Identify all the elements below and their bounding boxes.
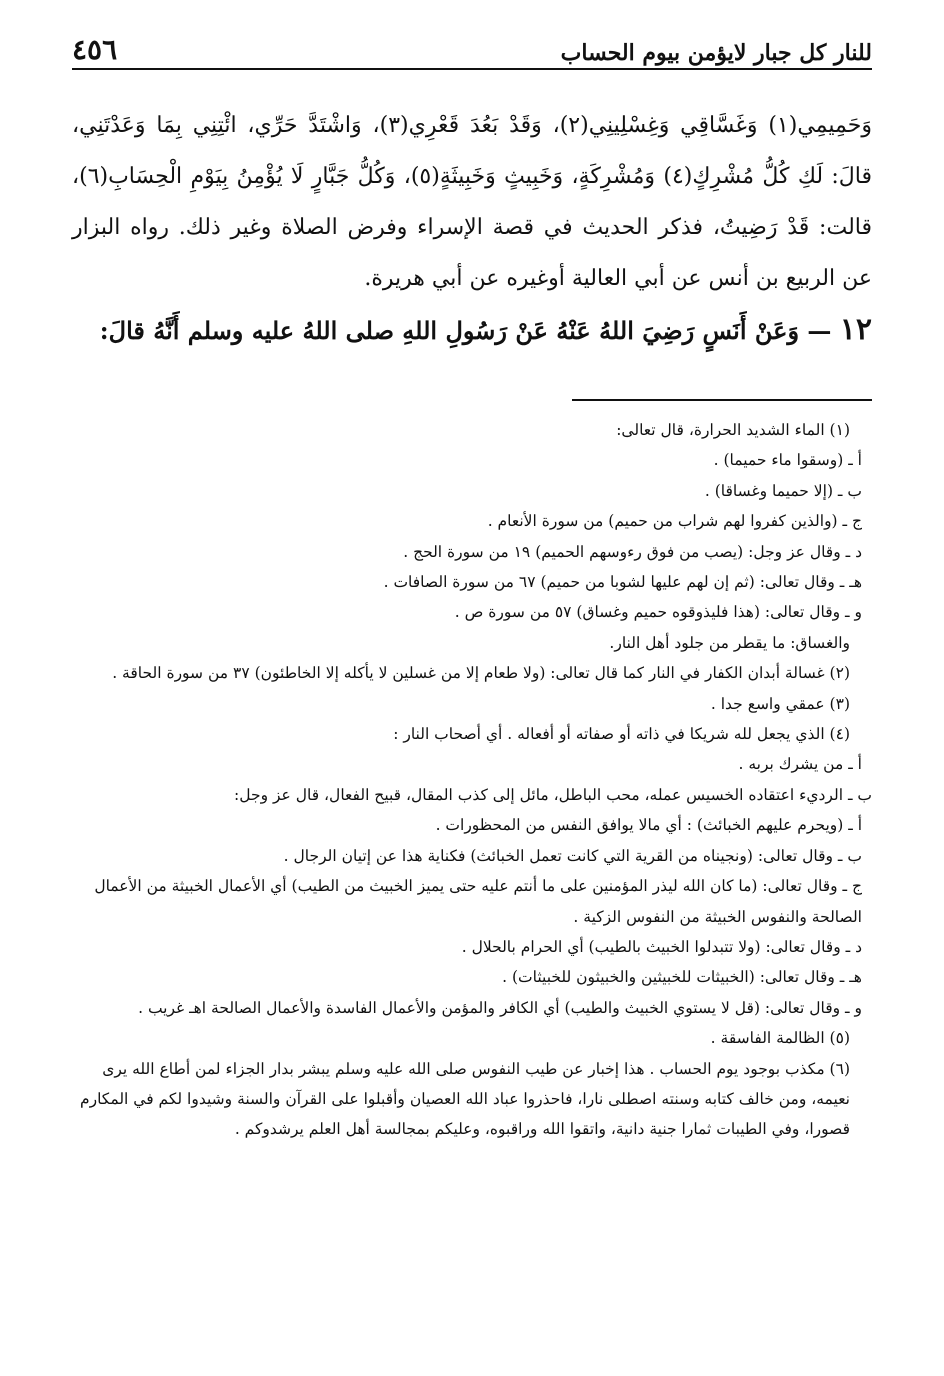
footnote-line: أ ـ من يشرك بربه . bbox=[738, 755, 862, 774]
hadith-heading: ١٢ — وَعَنْ أَنَسٍ رَضِيَ اللهُ عَنْهُ عَنْ رَسُولِ اللهِ صلى اللهُ عليه وسلم أَنَّهُ قالَ: bbox=[99, 312, 872, 347]
page-header bbox=[72, 18, 872, 66]
footnote-line: ج ـ (والذين كفروا لهم شراب من حميم) من سورة الأنعام . bbox=[487, 512, 862, 531]
footnote-line: و ـ وقال تعالى: (قل لا يستوي الخبيث والطيب) أي الكافر والمؤمن والأعمال الفاسدة والأعمال الصالحة اهـ غريب . bbox=[138, 998, 862, 1017]
page-number: ٤٥٦ bbox=[72, 33, 118, 66]
footnote-line: (٤) الذي يجعل لله شريكا في ذاته أو صفاته أو أفعاله . أي أصحاب النار : bbox=[393, 725, 850, 744]
footnote-line: هـ ـ وقال تعالى: (الخبيثات للخبيثين والخبيثون للخبيثات) . bbox=[502, 968, 862, 987]
main-paragraph: وَحَمِيمِي(١) وَغَسَّاقِي وَغِسْلِينِي(٢)، وَقَدْ بَعُدَ قَعْرِي(٣)، وَاشْتَدَّ حَرِّي، ائْتِنِي بِمَا وَعَدْتَنِي، قالَ: لَكِ كُلُّ مُشْرِكٍ(٤) وَمُشْرِكَةٍ، وَخَبِيثٍ وَخَبِيثَةٍ(٥)، وَكُلُّ جَبَّارٍ لَا يُؤْمِنُ بِيَوْمِ الْحِسَابِ(٦)، قالت: قَدْ رَضِيتُ، فذكر الحديث في قصة الإسراء وفرض الصلاة وغير ذلك. رواه البزار عن الربيع بن أنس عن أبي العالية أوغيره عن أبي هريرة. bbox=[72, 113, 873, 291]
footnote-line: أ ـ (وسقوا ماء حميما) . bbox=[713, 451, 862, 470]
footnote-line: (٥) الظالمة الفاسقة . bbox=[710, 1029, 850, 1048]
footnote-line: هـ ـ وقال تعالى: (ثم إن لهم عليها لشوبا من حميم) ٦٧ من سورة الصافات . bbox=[383, 573, 862, 592]
footnote-line: د ـ وقال عز وجل: (يصب من فوق رءوسهم الحميم) ١٩ من سورة الحج . bbox=[403, 542, 862, 561]
hadith-opening: وَعَنْ أَنَسٍ رَضِيَ اللهُ عَنْهُ عَنْ رَسُولِ اللهِ صلى اللهُ عليه وسلم أَنَّهُ قالَ: bbox=[99, 316, 800, 345]
hadith-number: ١٢ bbox=[839, 312, 872, 347]
header-rule bbox=[72, 68, 872, 70]
running-title: للنار كل جبار لايؤمن بيوم الحساب bbox=[560, 40, 872, 66]
footnote-line: ب ـ الرديء اعتقاده الخسيس عمله، محب الباطل، مائل إلى كذب المقال، قبيح الفعال، قال عز وجل: bbox=[234, 785, 872, 804]
footnote-line: و ـ وقال تعالى: (هذا فليذوقوه حميم وغساق) ٥٧ من سورة ص . bbox=[454, 603, 862, 622]
page bbox=[72, 18, 872, 1376]
footnote-separator bbox=[572, 399, 872, 401]
footnote-line: والغساق: ما يقطر من جلود أهل النار. bbox=[609, 633, 850, 652]
footnote-line: (٣) عمقي واسع جدا . bbox=[710, 694, 850, 713]
footnote-line: ب ـ وقال تعالى: (ونجيناه من القرية التي كانت تعمل الخبائث) فكناية هذا عن إتيان الرجال . bbox=[283, 846, 862, 865]
footnote-line: ب ـ (إلا حميما وغساقا) . bbox=[704, 481, 862, 500]
footnote-line: د ـ وقال تعالى: (ولا تتبدلوا الخبيث بالطيب) أي الحرام بالحلال . bbox=[461, 937, 862, 956]
footnote-line: (١) الماء الشديد الحرارة، قال تعالى: bbox=[616, 421, 850, 439]
footnotes bbox=[72, 415, 872, 1145]
footnote-line: أ ـ (ويحرم عليهم الخبائث) : أي مالا يوافق النفس من المحظورات . bbox=[435, 816, 862, 835]
footnote-line: (٦) مكذب بوجود يوم الحساب . هذا إخبار عن طيب النفوس صلى الله عليه وسلم يبشر بدار الجزاء لمن أطاع الله يرى نعيمه، ومن خالف كتابه وسنته اصطلى نارا، فاحذروا عباد الله العصيان وأقبلوا على القرآن والسنة وشيدوا لكم في المكارم قصورا، وفي الطيبات ثمارا جنية دانية، واتقوا الله وراقبوه، وعليكم بمجالسة أهل العلم يرشدوكم . bbox=[80, 1059, 850, 1139]
footnote-line: ج ـ وقال تعالى: (ما كان الله ليذر المؤمنين على ما أنتم عليه حتى يميز الخبيث من الطيب) أي الأعمال الخبيثة من الأعمال الصالحة والنفوس الخبيثة من النفوس الزكية . bbox=[94, 877, 862, 926]
footnote-line: (٢) غسالة أبدان الكفار في النار كما قال تعالى: (ولا طعام إلا من غسلين لا يأكله إلا الخاطئون) ٣٧ من سورة الحاقة . bbox=[112, 664, 850, 683]
